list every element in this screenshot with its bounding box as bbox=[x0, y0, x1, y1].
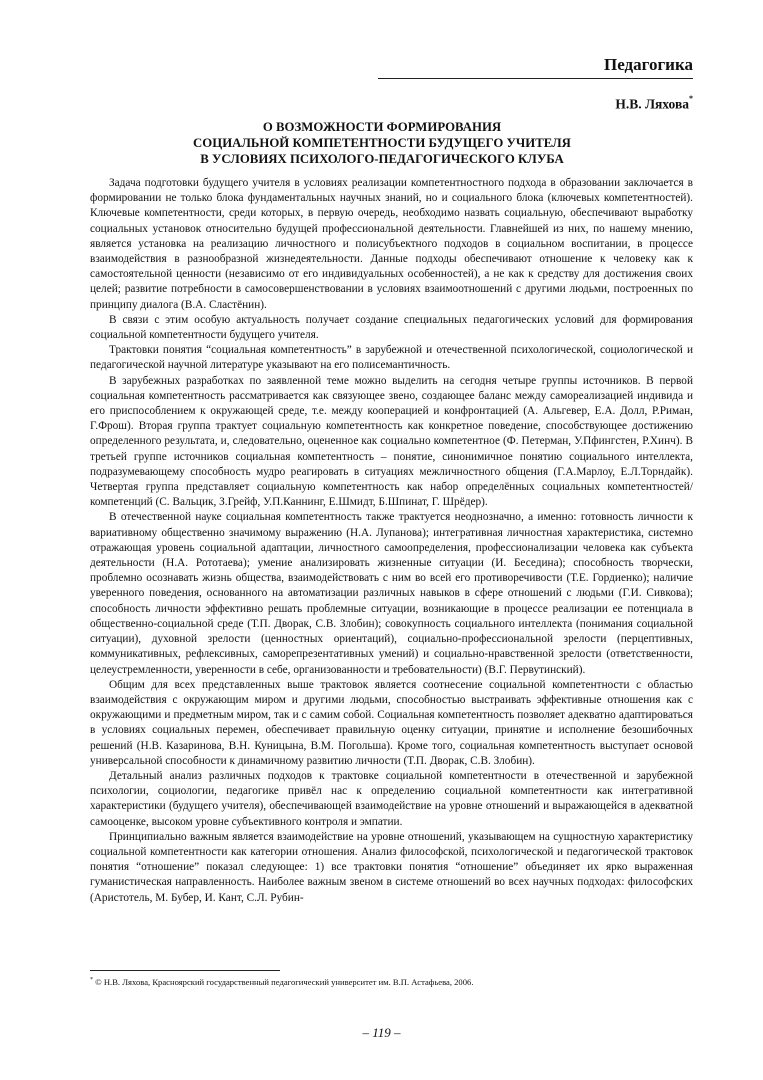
title-line: В УСЛОВИЯХ ПСИХОЛОГО-ПЕДАГОГИЧЕСКОГО КЛУБА bbox=[200, 152, 564, 166]
paragraph: В связи с этим особую актуальность получает создание специальных педагогических условий для формирования социальной компетентности будущего учителя. bbox=[90, 313, 693, 342]
title-line: О ВОЗМОЖНОСТИ ФОРМИРОВАНИЯ bbox=[262, 120, 502, 134]
article-title bbox=[90, 119, 674, 167]
footnote bbox=[90, 977, 473, 987]
header-rule bbox=[378, 78, 693, 79]
paragraph: Детальный анализ различных подходов к трактовке социальной компетентности в отечественной и зарубежной психологии, социологии, педагогике привёл нас к определению социальной компетентности как интегративной характеристики (будущего учителя), обеспечивающей взаимодействие на уровне отношений и выражающейся в адекватной самооценке, высоком уровне субъективного контроля и эмпатии. bbox=[90, 769, 693, 828]
paragraph: В отечественной науке социальная компетентность также трактуется неоднозначно, а именно: готовность личности к вариативному общественно значимому выражению (Н.А. Лупанова); интегративная личностная характеристика, системно отражающая уровень социальной адаптации, личностного самоопределения, профессионализации человека как субъекта деятельности (Н.А. Рототаева); умение анализировать жизненные ситуации (И. Беседина); способность творчески, проблемно осознавать жизнь общества, взаимодействовать с ним во всей его противоречивости (Т.Е. Гордиенко); наличие уверенного поведения, основанного на автоматизации различных навыков в сфере отношений с людьми (Г.И. Сивкова); способность личности эффективно решать проблемные ситуации, возникающие в процессе реализации ее потенциала в общественно-социальной среде (Т.П. Дворак, С.В. Злобин); совокупность социального интеллекта (понимания социальной ситуации), духовной зрелости (ценностных ориентаций), социально-профессиональной зрелости (перцептивных, коммуникативных, рефлексивных, саморепрезентативных умений) и социально-нравственной зрелости (ответственности, целеустремленности, уверенности в себе, организованности и требовательности) (В.Г. Первутинский). bbox=[90, 511, 693, 676]
paragraph: Трактовки понятия “социальная компетентность” в зарубежной и отечественной психологической, социологической и педагогической научной литературе указывают на его полисемантичность. bbox=[90, 344, 693, 372]
section-title: Педагогика bbox=[604, 55, 693, 74]
page-number: – 119 – bbox=[362, 1025, 401, 1040]
paragraph: Задача подготовки будущего учителя в условиях реализации компетентностного подхода в образовании заключается в формировании не только блока фундаментальных научных знаний, но и социального блока (ключевых компетентностей). Ключевые компетентности, среди которых, в первую очередь, необходимо назвать социальную, обеспечивают выработку социальных установок относительно будущей профессиональной деятельности. Главнейшей из них, по нашему мнению, является установка на реализацию личностного и полисубъектного подходов в социальном воспитании, в процессе взаимодействия в разнообразной жизнедеятельности. Данные подходы обеспечивают отношение к человеку как к самостоятельной ценности (независимо от его индивидуальных особенностей), а не как к средству для достижения своих целей; развитие потребности в самосовершенствовании в условиях взаимоотношений с другими людьми, построенных по принципу диалога (В.А. Сластёнин). bbox=[90, 177, 693, 311]
title-line: СОЦИАЛЬНОЙ КОМПЕТЕНТНОСТИ БУДУЩЕГО УЧИТЕЛЯ bbox=[193, 136, 571, 150]
author-footnote-mark: * bbox=[689, 94, 693, 103]
author-name: Н.В. Ляхова bbox=[615, 96, 689, 112]
paragraph: Принципиально важным является взаимодействие на уровне отношений, указывающем на сущностную характеристику социальной компетентности как категории отношения. Анализ философской, психологической и педагогической трактовок понятия “отношение” показал следующее: 1) все трактовки понятия “отношение” объединяет их ярко выраженная гуманистическая направленность. Наиболее важным звеном в системе отношений во всех научных подходах: философских (Аристотель, М. Бубер, И. Кант, С.Л. Рубин- bbox=[90, 830, 693, 904]
footnote-mark: * bbox=[90, 977, 93, 984]
paragraph: В зарубежных разработках по заявленной теме можно выделить на сегодня четыре группы источников. В первой социальная компетентность рассматривается как связующее звено, создающее баланс между самореализацией индивида и его приспособлением к окружающей среде, т.е. между кооперацией и конфронтацией (А. Альгевер, Е.А. Долл, Р.Риман, Г.Фрош). Вторая группа трактует социальную компетентность как конкретное поведение, способствующее достижению определенного результата, и, следовательно, оцененное как социально компетентное (Ф. Петерман, У.Пфингстен, Р.Хинч). В третьей группе источников социальная компетентность – понятие, синонимичное понятию социального интеллекта, подразумевающему способность мудро реагировать в ситуациях межличностного общения (Г.А.Марлоу, Е.Л.Торндайк). Четвертая группа представляет социальную компетентность как набор определённых социальных компетентностей/компетенций (С. Вальцик, З.Грейф, У.П.Каннинг, Е.Шмидт, Б.Шпинат, Г. Шрёдер). bbox=[90, 374, 693, 509]
author-line bbox=[615, 96, 693, 113]
paragraph: Общим для всех представленных выше трактовок является соотнесение социальной компетентности с областью взаимодействия с окружающим миром и другими людьми, способностью выстраивать эффективные отношения как с окружающими и предметным миром, так и с самим собой. Социальная компетентность позволяет адекватно адаптироваться в условиях социальных перемен, обеспечивает правильную оценку ситуации, принятие и исполнение безошибочных решений (Н.В. Казаринова, В.Н. Куницына, В.М. Погольша). Кроме того, социальная компетентность выступает основой универсальной способности к динамичному развитию личности (Т.П. Дворак, С.В. Злобин). bbox=[90, 678, 693, 767]
footnote-rule bbox=[90, 970, 280, 971]
footnote-text: © Н.В. Ляхова, Красноярский государственный педагогический университет им. В.П. Астафьева, 2006. bbox=[95, 977, 474, 987]
article-body bbox=[90, 176, 693, 906]
